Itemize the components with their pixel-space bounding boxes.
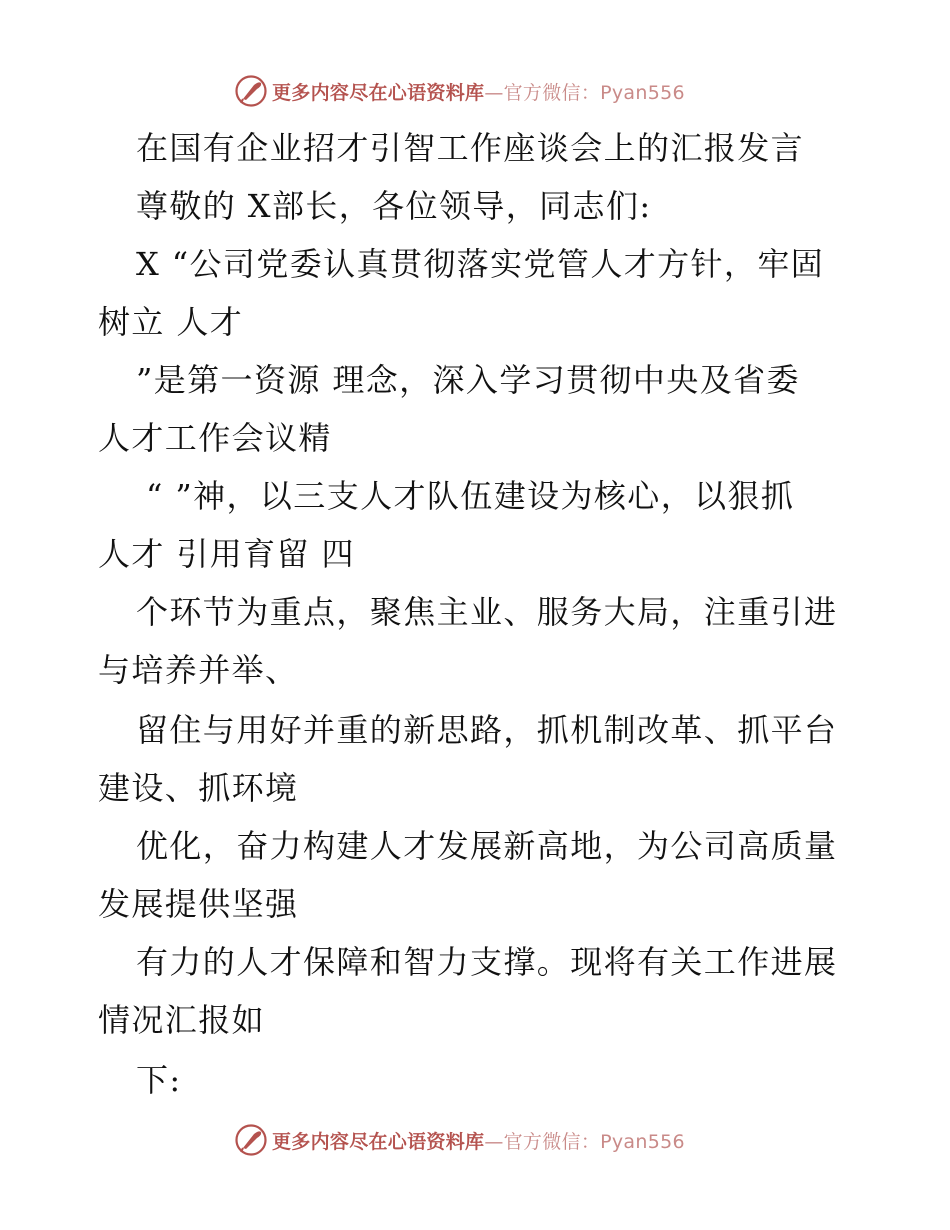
paragraph-line: 有力的人才保障和智力支撑。现将有关工作进展: [136, 943, 838, 981]
paragraph-line: 下:: [136, 1061, 182, 1099]
watermark-header: [234, 74, 685, 108]
paragraph-line: 发展提供坚强: [98, 885, 299, 923]
paragraph-line: 树立 人才: [98, 303, 244, 341]
watermark-text: [272, 1127, 685, 1154]
paragraph-line: ”是第一资源 理念，深入学习贯彻中央及省委: [136, 361, 800, 399]
paragraph-line: 留住与用好并重的新思路，抓机制改革、抓平台: [136, 711, 838, 749]
salutation: 尊敬的 X部长，各位领导，同志们:: [136, 187, 652, 225]
quill-pen-logo-icon: [234, 1123, 268, 1157]
paragraph-line: 情况汇报如: [98, 1001, 266, 1039]
paragraph-line: 人才 引用育留 四: [98, 535, 355, 573]
paragraph-line: 个环节为重点，聚焦主业、服务大局，注重引进: [136, 593, 838, 631]
paragraph-line: 优化，奋力构建人才发展新高地，为公司高质量: [136, 827, 838, 865]
paragraph-line: “ ”神，以三支人才队伍建设为核心，以狠抓: [146, 477, 795, 515]
document-title: 在国有企业招才引智工作座谈会上的汇报发言: [136, 129, 805, 167]
paragraph-line: 与培养并举、: [98, 651, 299, 689]
paragraph-line: X “公司党委认真贯彻落实党管人才方针，牢固: [136, 245, 825, 283]
quill-pen-logo-icon: [234, 74, 268, 108]
paragraph-line: 人才工作会议精: [98, 419, 332, 457]
watermark-suffix: —官方微信：Pyan556: [484, 81, 685, 104]
watermark-suffix: —官方微信：Pyan556: [484, 1130, 685, 1153]
watermark-brand: 更多内容尽在心语资料库: [272, 1130, 485, 1153]
watermark-text: [272, 78, 685, 105]
watermark-brand: 更多内容尽在心语资料库: [272, 81, 485, 104]
paragraph-line: 建设、抓环境: [98, 769, 299, 807]
watermark-footer: [234, 1123, 685, 1157]
